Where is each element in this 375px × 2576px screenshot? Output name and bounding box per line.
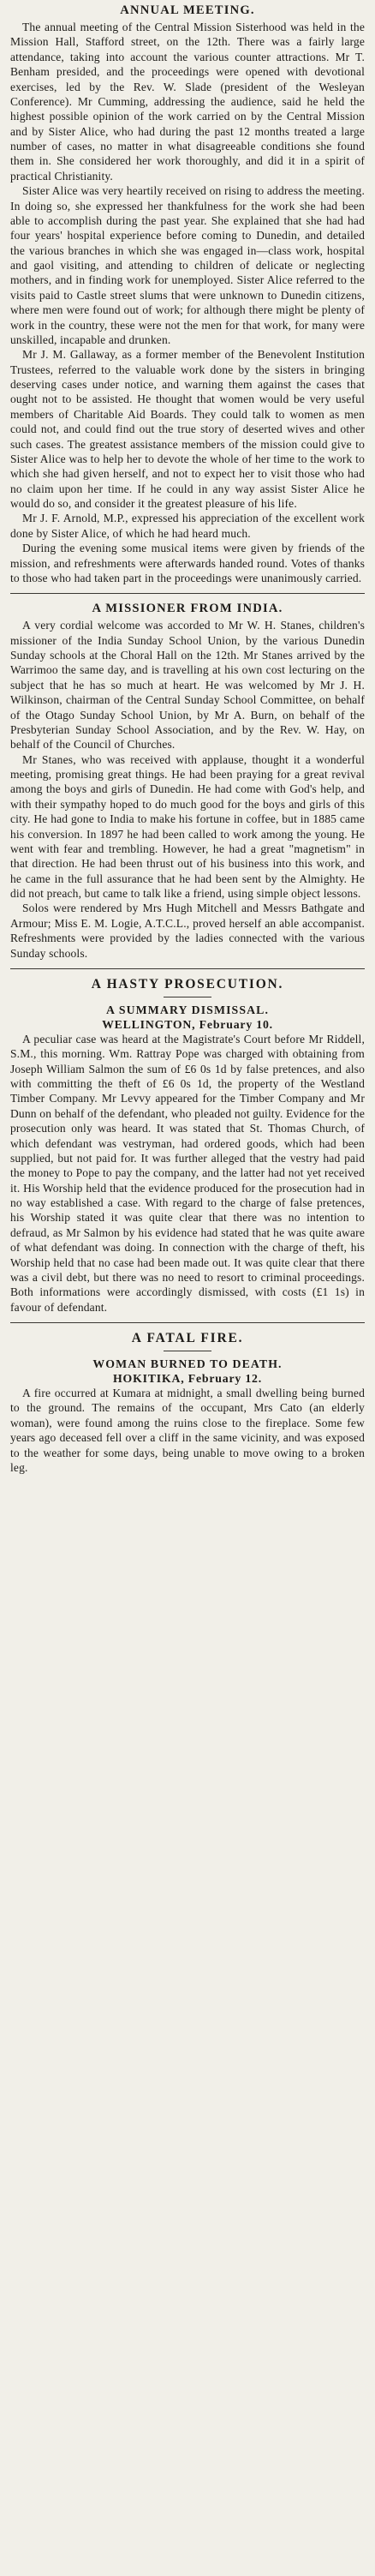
article-hasty-prosecution: [10, 977, 365, 1315]
article-dateline: WELLINGTON, February 10.: [102, 1017, 273, 1031]
article-heading: A MISSIONER FROM INDIA.: [92, 602, 283, 616]
article-subheading: WOMAN BURNED TO DEATH.: [92, 1357, 283, 1370]
article-annual-meeting: [10, 3, 365, 585]
article-heading: A FATAL FIRE.: [131, 1331, 244, 1345]
article-fatal-fire: [10, 1331, 365, 1475]
article-subheading: A SUMMARY DISMISSAL.: [105, 1003, 270, 1016]
article-paragraph: A very cordial welcome was accorded to Mr W. H. Stanes, children's missioner of the India Sunday School Union, by the various Dunedin Sunday schools at the Choral Hall on the 12th. Mr Stanes arrived by the Warrimoo the same day, and is travelling at his own cost lecturing on the subject that he has so much at heart. He was welcomed by Mr J. H. Wilkinson, chairman of the Central Sunday School Committee, on behalf of the Otago Sunday School Union, by Mr A. Burn, on behalf of the Presbyterian Sunday School Association, and by the Rev. W. Hay, on behalf of the Council of Churches.: [10, 619, 365, 752]
article-paragraph: Mr J. M. Gallaway, as a former member of the Benevolent Institution Trustees, referred to the valuable work done by the sisters in bringing deserving cases under notice, and warning them against the cases that ought not to be assisted. He thought that women would be very useful members of Charitable Aid Boards. They could talk to women as men could not, and could find out the true story of deserted wives and other such cases. The greatest assistance members of the mission could give to Sister Alice was to help her to devote the whole of her time to the work to which she had given herself, and not to expect her to visit those who had no claim upon her time. If he could in any way assist Sister Alice he would do so, and consider it the greatest pleasure of his life.: [10, 348, 365, 510]
article-heading: A HASTY PROSECUTION.: [91, 976, 284, 991]
article-paragraph: The annual meeting of the Central Mission Sisterhood was held in the Mission Hall, Stafford street, on the 12th. There was a fairly large attendance, taking into account the various counter attractions. Mr T. Benham presided, and the proceedings were opened with devotional exercises, led by the Rev. W. Slade (president of the Wesleyan Conference). Mr Cumming, addressing the audience, said he held the highest possible opinion of the work carried on by the Central Mission and by Sister Alice, who had during the past 12 months treated a large number of cases, no matter in what disagreeable conditions she found them in. She considered her work thoroughly, and did it in a spirit of practical Christianity.: [10, 21, 365, 183]
article-divider: [10, 593, 365, 594]
article-paragraph: Mr J. F. Arnold, M.P., expressed his appreciation of the excellent work done by Sister Alice, of which he had heard much.: [10, 512, 365, 540]
article-dateline: HOKITIKA, February 12.: [113, 1372, 262, 1385]
article-heading: ANNUAL MEETING.: [120, 3, 255, 17]
article-divider: [10, 1322, 365, 1323]
article-divider: [10, 968, 365, 969]
article-paragraph: Sister Alice was very heartily received on rising to address the meeting. In doing so, she expressed her thankfulness for the work she had been able to accomplish during the past year. She explained that she had had four years' hospital experience before coming to Dunedin, and detailed the various branches in which she was engaged in—class work, hospital and gaol visiting, and attending to children of delicate or neglecting mothers, and in finding work for unemployed. Sister Alice referred to the visits paid to Castle street slums that were unknown to Dunedin citizens, where men were found out of work; for although there might be plenty of work in the country, these were not the men for that work, for many were unskilled, incapable and drunken.: [10, 184, 365, 346]
article-paragraph: During the evening some musical items were given by friends of the mission, and refreshments were afterwards handed round. Votes of thanks to those who had taken part in the proceedings were unanimously carried.: [10, 542, 365, 584]
article-paragraph: A peculiar case was heard at the Magistrate's Court before Mr Riddell, S.M., this morning. Wm. Rattray Pope was charged with obtaining from Joseph William Salmon the sum of £6 0s 1d by false pretences, and also with committing the theft of £6 0s 1d, the property of the Westland Timber Company. Mr Levvy appeared for the Timber Company and Mr Dunn on behalf of the defendant, who pleaded not guilty. Evidence for the prosecution only was heard. It was stated that St. Thomas Church, of which defendant was vestryman, had ordered goods, which had been supplied, but not paid for. It was further alleged that the vestry had paid the money to Pope to pay the company, and the latter had not yet received it. His Worship held that the evidence produced for the prosecution had in no way established a case. With regard to the charge of false pretences, his Worship stated it was quite clear that there was no intention to defraud, as Mr Salmon by his evidence had stated that he was quite aware of what defendant was doing. In connection with the charge of theft, his Worship held that no case had been made out. It was quite clear that there was a civil debt, but there was no need to resort to criminal proceedings. Both informations were accordingly dismissed, with costs (£1 1s) in favour of defendant.: [10, 1032, 365, 1314]
article-paragraph: A fire occurred at Kumara at midnight, a small dwelling being burned to the ground. The remains of the occupant, Mrs Cato (an elderly woman), were found among the ruins close to the fireplace. Some few years ago deceased fell over a cliff in the same vicinity, and was exposed to the weather for some days, being unable to move owing to a broken leg.: [10, 1387, 365, 1474]
article-missioner-from-india: [10, 602, 365, 961]
article-paragraph: Mr Stanes, who was received with applause, thought it a wonderful meeting, promising great things. He had been praying for a great revival among the boys and girls of Dunedin. He had come with God's help, and with their sympathy hoped to do much good for the boys and girls of this city. He had gone to India to make his fortune in coffee, but in 1885 came his conversion. In 1897 he had been called to work among the young. He went with fear and trembling. However, he had a great "magnetism" in that direction. He had been thrust out of his business into this work, and he came in the full assurance that he had been sent by the Almighty. He did not preach, but came to talk like a friend, using simple object lessons.: [10, 752, 365, 900]
article-paragraph: Solos were rendered by Mrs Hugh Mitchell and Messrs Bathgate and Armour; Miss E. M. Logie, A.T.C.L., proved herself an able accompanist. Refreshments were provided by the ladies connected with the various Sunday schools.: [10, 902, 365, 960]
